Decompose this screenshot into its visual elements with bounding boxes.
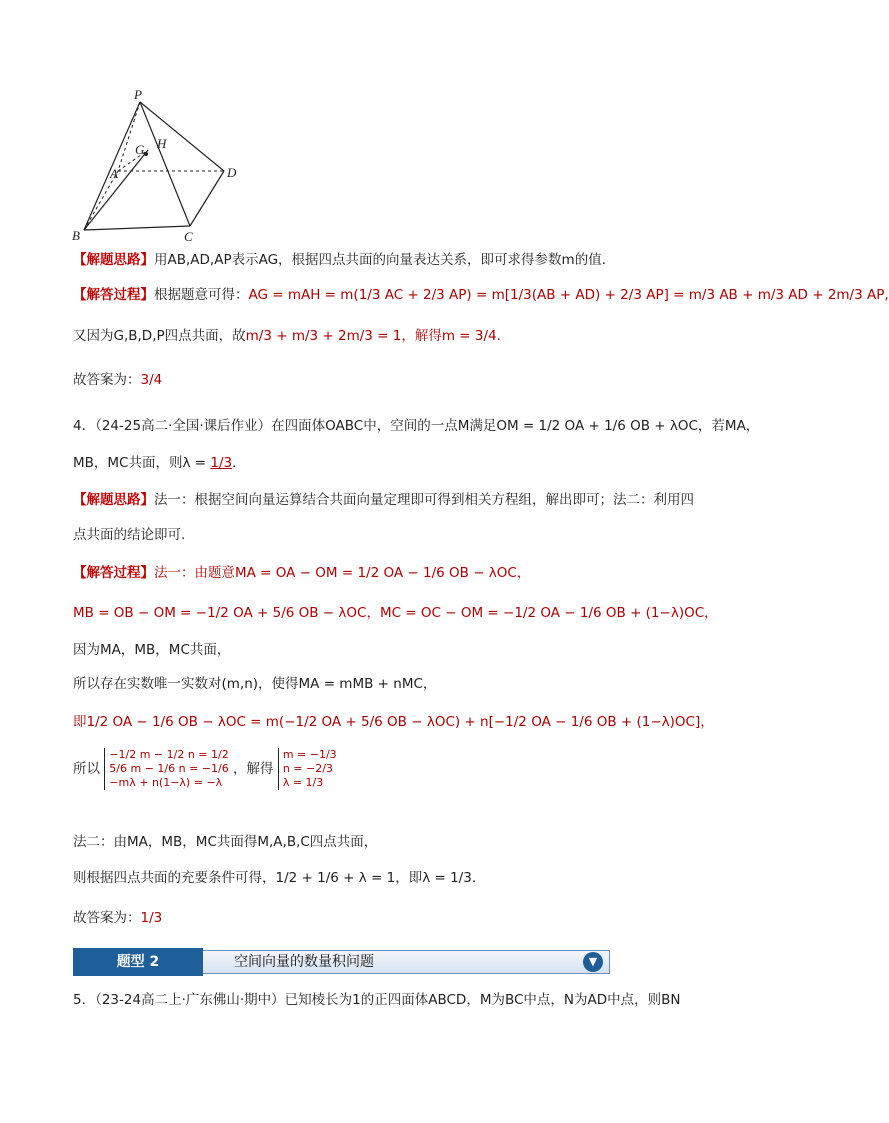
q4-stem-1: 4．（24-25高二·全国·课后作业）在四面体OABC中，空间的一点M满足OM = 1/2 OA + 1/6 OB + λOC，若MA， — [73, 418, 760, 434]
q4-process-1: 【解答过程】法一：由题意MA = OA − OM = 1/2 OA − 1/6 OB − λOC， — [73, 565, 531, 581]
q3-idea: 【解题思路】用AB,AD,AP表示AG，根据四点共面的向量表达关系，即可求得参数m的值. — [73, 252, 606, 268]
label-b: B — [72, 228, 80, 243]
q4-process-2: MB = OB − OM = −1/2 OA + 5/6 OB − λOC，MC = OC − OM = −1/2 OA − 1/6 OB + (1−λ)OC， — [73, 605, 718, 621]
label-c: C — [184, 229, 193, 244]
pyramid-figure — [62, 88, 262, 248]
edge-bc — [84, 226, 190, 230]
edge-pd — [140, 102, 224, 171]
q4-process-3: 因为MA，MB，MC共面， — [73, 642, 231, 658]
q3-condition: 又因为G,B,D,P四点共面，故m/3 + m/3 + 2m/3 = 1，解得m = 3/4. — [73, 328, 501, 344]
chevron-down-icon[interactable]: ▼ — [583, 952, 603, 972]
q4-process-4: 所以存在实数唯一实数对(m,n)，使得MA = mMB + nMC， — [73, 676, 437, 692]
q3-process: 【解答过程】根据题意可得：AG = mAH = m(1/3 AC + 2/3 AP) = m[1/3(AB + AD) + 2/3 AP] = m/3 AB + m/3 AD + 2m/3 AP, — [73, 287, 889, 303]
label-h: H — [157, 136, 167, 151]
point-g — [144, 152, 148, 156]
label-p: P — [134, 87, 142, 102]
q4-idea-1: 【解题思路】法一：根据空间向量运算结合共面向量定理即可得到相关方程组，解出即可；法二：利用四 — [73, 492, 694, 508]
banner-title: 空间向量的数量积问题 — [234, 954, 374, 970]
label-d: D — [227, 165, 237, 180]
q4-method2-2: 则根据四点共面的充要条件可得，1/2 + 1/6 + λ = 1，即λ = 1/3. — [73, 870, 477, 886]
label-g: G — [135, 142, 145, 157]
banner-title-box — [195, 950, 610, 974]
edge-cd — [190, 171, 224, 226]
q4-answer: 故答案为：1/3 — [73, 910, 163, 926]
edge-pa — [118, 102, 140, 171]
q4-stem-2: MB，MC共面，则λ = 1/3. — [73, 455, 237, 471]
banner-label: 题型 2 — [73, 948, 203, 976]
q4-method2-1: 法二：由MA，MB，MC共面得M,A,B,C四点共面， — [73, 834, 378, 850]
label-a: A — [110, 166, 118, 181]
equation-system: −1/2 m − 1/2 n = 1/2 5/6 m − 1/6 n = −1/6 −mλ + n(1−λ) = −λ — [104, 748, 228, 790]
q4-idea-2: 点共面的结论即可. — [73, 527, 186, 543]
q4-process-5: 即1/2 OA − 1/6 OB − λOC = m(−1/2 OA + 5/6 OB − λOC) + n[−1/2 OA − 1/6 OB + (1−λ)OC]， — [73, 714, 714, 730]
edge-pc — [140, 102, 190, 226]
q5-stem: 5．（23-24高二上·广东佛山·期中）已知棱长为1的正四面体ABCD，M为BC中点，N为AD中点，则BN — [73, 992, 681, 1008]
q3-answer: 故答案为：3/4 — [73, 372, 163, 388]
q4-system: 所以 −1/2 m − 1/2 n = 1/2 5/6 m − 1/6 n = −1/6 −mλ + n(1−λ) = −λ ，解得 m = −1/3 n = −2/3 λ = 1/3 — [73, 748, 337, 789]
solution-system: m = −1/3 n = −2/3 λ = 1/3 — [278, 748, 337, 790]
segment-bh — [84, 150, 148, 230]
section-banner — [73, 948, 613, 976]
